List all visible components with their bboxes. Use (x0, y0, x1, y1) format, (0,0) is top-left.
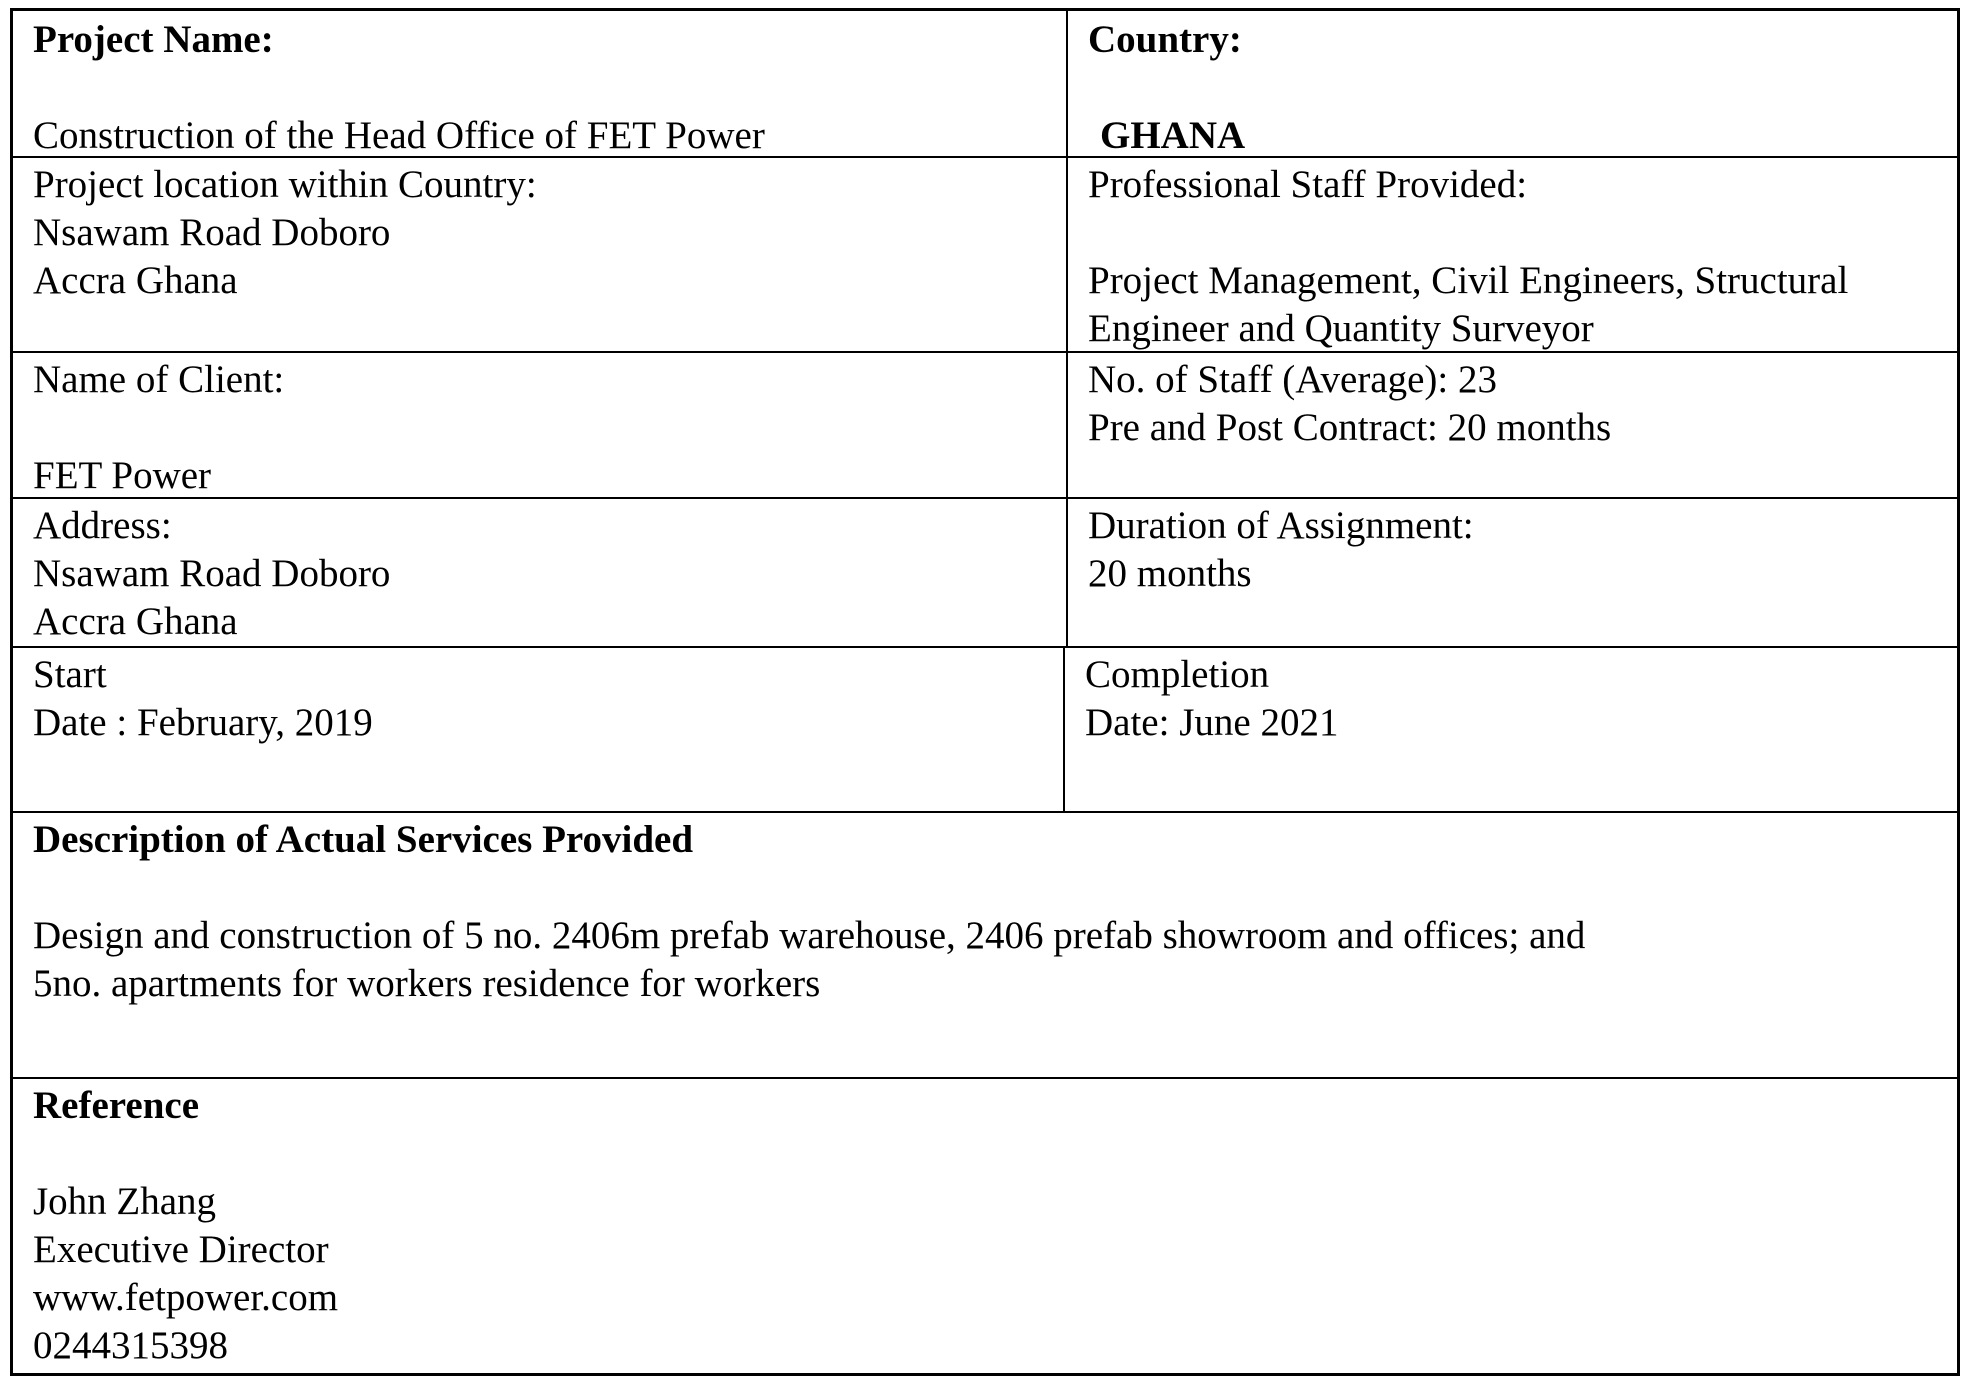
completion-label: Completion (1085, 653, 1270, 696)
reference-website: www.fetpower.com (33, 1276, 339, 1319)
address-line1: Nsawam Road Doboro (33, 552, 391, 595)
completion-cell (1065, 651, 1957, 811)
rule-row-5 (13, 811, 1957, 813)
address-label: Address: (33, 504, 172, 547)
country-label: Country: (1088, 18, 1242, 61)
duration-value: 20 months (1088, 552, 1252, 595)
spacer (33, 864, 1957, 912)
staff-average: No. of Staff (Average): 23 (1088, 358, 1498, 401)
spacer (33, 1130, 1957, 1178)
project-location-cell (13, 161, 1066, 351)
professional-staff-line2: Engineer and Quantity Surveyor (1088, 307, 1594, 350)
staff-cell (1068, 356, 1957, 497)
reference-title: Executive Director (33, 1228, 329, 1271)
project-location-line1: Nsawam Road Doboro (33, 211, 391, 254)
project-name-cell (13, 16, 1066, 156)
client-value: FET Power (33, 454, 212, 497)
start-value: Date : February, 2019 (33, 701, 373, 744)
rule-row-6 (13, 1077, 1957, 1079)
client-label: Name of Client: (33, 358, 285, 401)
reference-cell (13, 1082, 1957, 1372)
start-label: Start (33, 653, 107, 696)
completion-value: Date: June 2021 (1085, 701, 1339, 744)
spacer (1088, 209, 1957, 257)
services-line1: Design and construction of 5 no. 2406m prefab warehouse, 2406 prefab showroom and offices; and (33, 914, 1586, 957)
project-location-line2: Accra Ghana (33, 259, 238, 302)
project-name-value: Construction of the Head Office of FET Power (33, 114, 765, 157)
professional-staff-label: Professional Staff Provided: (1088, 163, 1528, 206)
spacer (33, 404, 1066, 452)
client-cell (13, 356, 1066, 497)
address-cell (13, 502, 1066, 646)
project-sheet (10, 8, 1960, 1376)
professional-staff-cell (1068, 161, 1957, 351)
reference-name: John Zhang (33, 1180, 217, 1223)
project-name-label: Project Name: (33, 18, 274, 61)
duration-label: Duration of Assignment: (1088, 504, 1474, 547)
rule-row-4 (13, 646, 1957, 648)
duration-cell (1068, 502, 1957, 646)
services-line2: 5no. apartments for workers residence for workers (33, 962, 821, 1005)
project-location-label: Project location within Country: (33, 163, 537, 206)
services-cell (13, 816, 1957, 1077)
address-line2: Accra Ghana (33, 600, 238, 643)
spacer (33, 64, 1066, 112)
staff-contract: Pre and Post Contract: 20 months (1088, 406, 1612, 449)
spacer (1088, 64, 1957, 112)
professional-staff-line1: Project Management, Civil Engineers, Structural (1088, 259, 1849, 302)
reference-label: Reference (33, 1084, 199, 1127)
services-label: Description of Actual Services Provided (33, 818, 694, 861)
country-value: GHANA (1100, 114, 1246, 157)
country-cell (1068, 16, 1957, 156)
reference-phone: 0244315398 (33, 1324, 228, 1367)
start-cell (13, 651, 1063, 811)
